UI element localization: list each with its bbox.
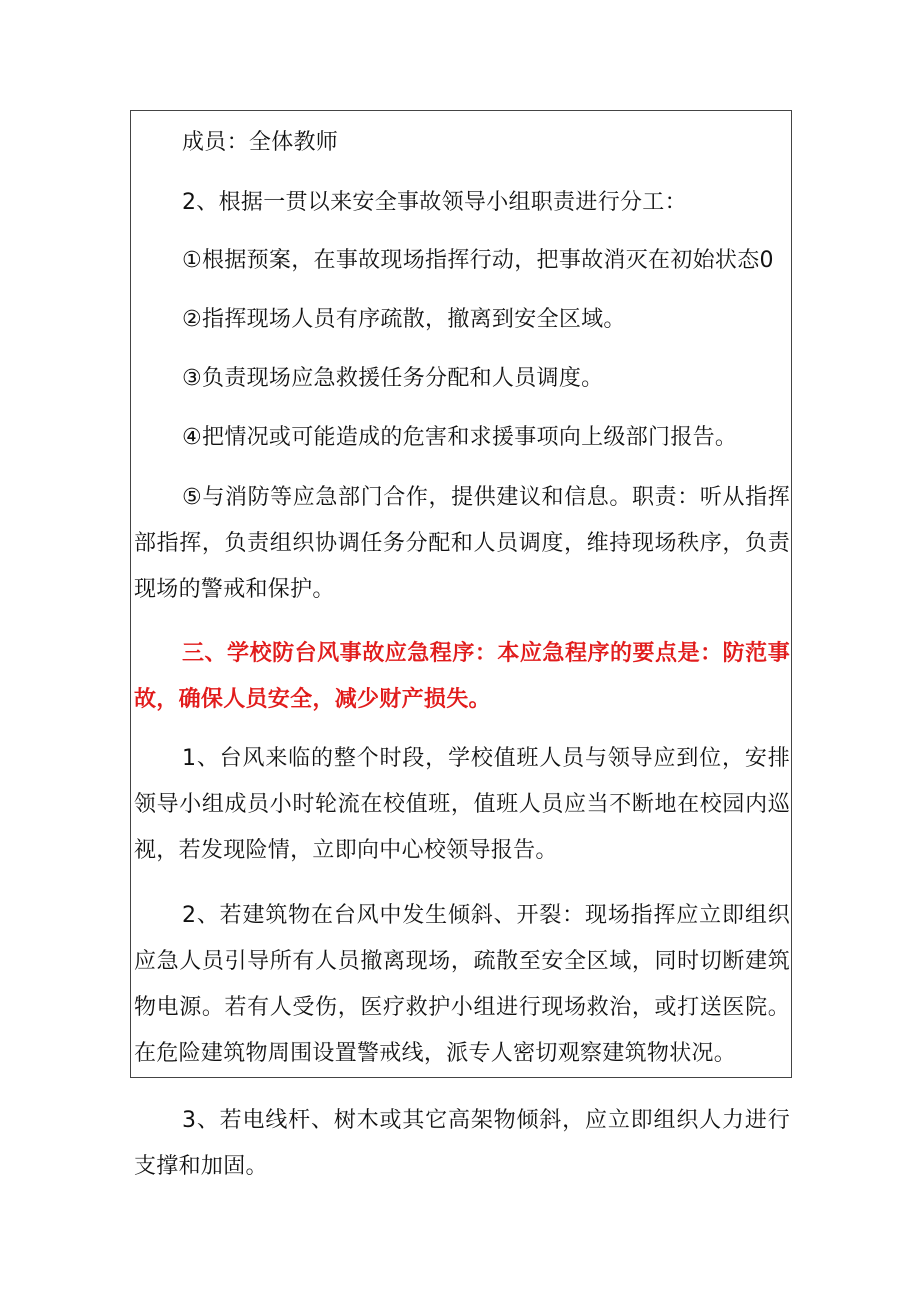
- typhoon-step-3: 3、若电线杆、树木或其它高架物倾斜，应立即组织人力进行支撑和加固。: [134, 1108, 790, 1179]
- members-line: 成员：全体教师: [182, 130, 339, 155]
- duty-item-1: ①根据预案，在事故现场指挥行动，把事故消灭在初始状态0: [182, 248, 774, 273]
- duty-item-5: ⑤与消防等应急部门合作，提供建议和信息。职责：听从指挥部指挥，负责组织协调任务分配和人员调度，维持现场秩序，负责现场的警戒和保护。: [134, 485, 790, 602]
- typhoon-step-2: 2、若建筑物在台风中发生倾斜、开裂：现场指挥应立即组织应急人员引导所有人员撤离现场，疏散至安全区域，同时切断建筑物电源。若有人受伤，医疗救护小组进行现场救治，或打送医院。在危险建筑物周围设置警戒线，派专人密切观察建筑物状况。: [134, 903, 790, 1066]
- duty-item-4: ④把情况或可能造成的危害和求援事项向上级部门报告。: [182, 425, 738, 450]
- duty-item-2: ②指挥现场人员有序疏散，撤离到安全区域。: [182, 307, 626, 332]
- section-heading-typhoon: 三、学校防台风事故应急程序：本应急程序的要点是：防范事故，确保人员安全，减少财产损失。: [134, 641, 790, 712]
- division-intro: 2、根据一贯以来安全事故领导小组职责进行分工：: [182, 190, 687, 215]
- typhoon-step-1: 1、台风来临的整个时段，学校值班人员与领导应到位，安排领导小组成员小时轮流在校值班，值班人员应当不断地在校园内巡视，若发现险情，立即向中心校领导报告。: [134, 746, 790, 863]
- duty-item-3: ③负责现场应急救援任务分配和人员调度。: [182, 366, 604, 391]
